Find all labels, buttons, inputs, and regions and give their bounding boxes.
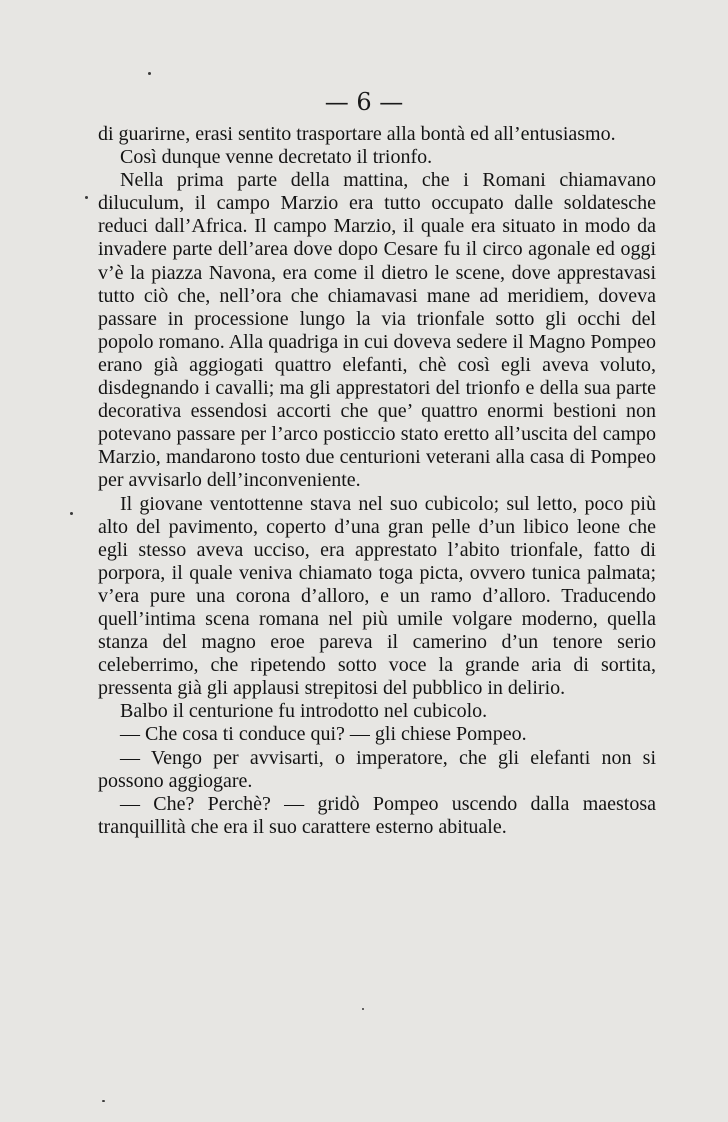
text-body — [98, 123, 656, 839]
paper-speck — [362, 1008, 364, 1010]
paragraph-6: — Che cosa ti conduce qui? — gli chiese Pompeo. — [120, 723, 527, 746]
paragraph-4: Il giovane ventottenne stava nel suo cubicolo; sul letto, poco più alto del pavimento, coperto d’una gran pelle d’un libico leone che egli stesso aveva ucciso, era apprestato l’abito trionfale, fatto di porpora, il quale veniva chiamato toga picta, ovvero tunica palmata; v’era pure una corona d’alloro, e un ramo d’alloro. Traducendo quell’intima scena romana nel più umile volgare moderno, quella stanza del magno eroe pareva il camerino d’un tenore serio celeberrimo, che ripetendo sotto voce la grande aria di sortita, pressentа già gli applausi strepitosi del pubblico in delirio. — [98, 492, 656, 700]
paper-speck — [85, 196, 88, 199]
paragraph-8: — Che? Perchè? — gridò Pompeo uscendo dalla maestosa tranquillità che era il suo carattere esterno abituale. — [98, 792, 656, 838]
paragraph-1: di guarirne, erasi sentito trasportare alla bontà ed all’entusiasmo. — [98, 123, 616, 145]
paper-speck — [70, 512, 73, 515]
page-number: — 6 — — [324, 88, 404, 116]
paper-speck — [148, 72, 151, 75]
paragraph-7: — Vengo per avvisarti, o imperatore, che gli elefanti non si possono aggiogare. — [98, 746, 656, 792]
paper-speck — [102, 1100, 105, 1102]
paragraph-3: Nella prima parte della mattina, che i Romani chiamavano diluculum, il campo Marzio era tutto occupato dalle soldatesche reduci dall’Africa. Il campo Marzio, il quale era situato in modo da invadere parte dell’area dove dopo Cesare fu il circo agonale ed oggi v’è la piazza Navona, era come il dietro le scene, dove apprestavasi tutto ciò che, nell’ora che chiamavasi mane ad meridiem, doveva passare in processione lungo la via trionfale sotto gli occhi del popolo romano. Alla quadriga in cui doveva sedere il Magno Pompeo erano già aggiogati quattro elefanti, chè così egli aveva voluto, disdegnando i cavalli; ma gli apprestatori del trionfo e della sua parte decorativa essendosi accorti che que’ quattro enormi bestioni non potevano passare per l’arco posticcio stato eretto all’uscita del campo Marzio, mandarono tosto due centurioni veterani alla casa di Pompeo per avvisarlo dell’inconveniente. — [98, 169, 656, 492]
paragraph-5: Balbo il centurione fu introdotto nel cubicolo. — [120, 700, 488, 723]
paragraph-2: Così dunque venne decretato il trionfo. — [120, 146, 433, 169]
